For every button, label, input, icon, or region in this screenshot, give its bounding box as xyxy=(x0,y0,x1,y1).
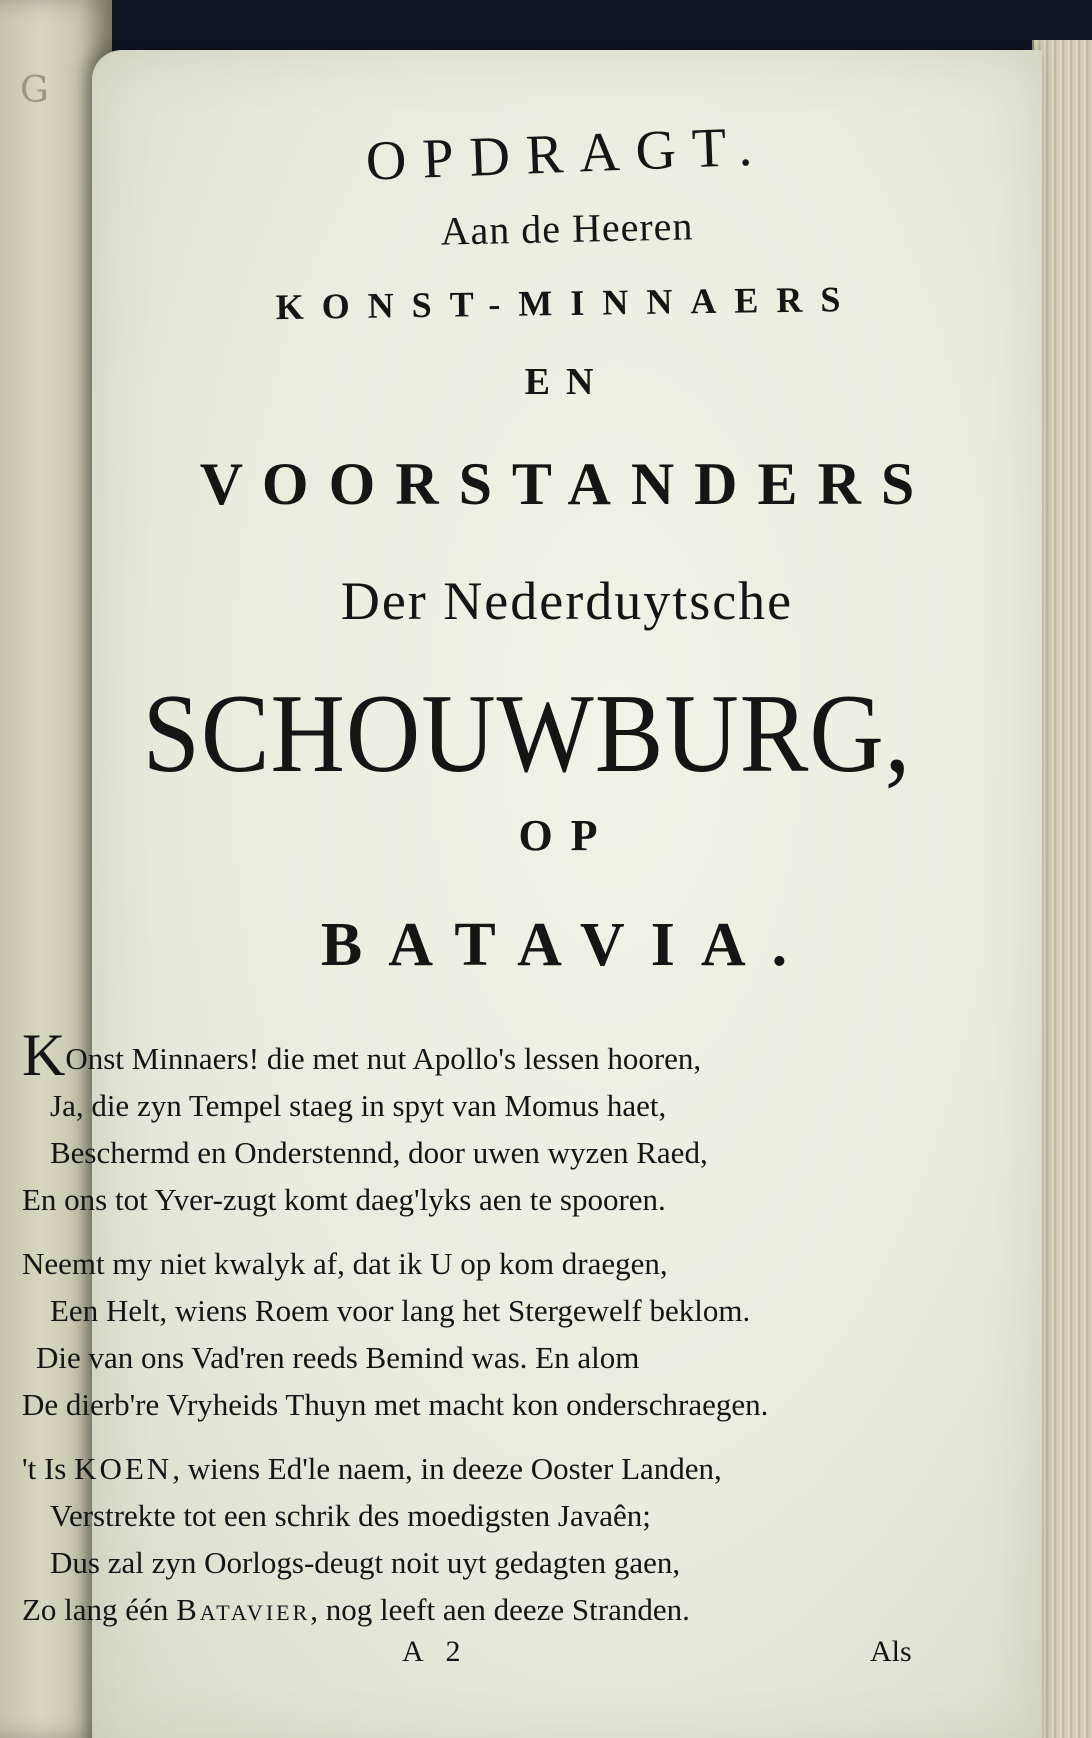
verse-line: Die van ons Vad'ren reeds Bemind was. En alom xyxy=(36,1340,640,1375)
verse-text: , wiens Ed'le naem, in deeze Ooster Landen, xyxy=(172,1451,722,1486)
verse-line: Een Helt, wiens Roem voor lang het Stergewelf beklom. xyxy=(50,1293,751,1328)
name-koen: KOEN xyxy=(74,1451,173,1486)
verse-line: En ons tot Yver-zugt komt daeg'lyks aen te spooren. xyxy=(22,1182,666,1217)
heading-voorstanders: VOORSTANDERS xyxy=(199,451,935,517)
heading-konst-minnaers: KONST-MINNAERS xyxy=(275,278,859,328)
verse-line: Neemt my niet kwalyk af, dat ik U op kom draegen, xyxy=(22,1246,668,1281)
stanza-2 xyxy=(22,1240,982,1428)
heading-schouwburg: SCHOUWBURG, xyxy=(142,672,912,796)
verse-line xyxy=(22,1022,982,1088)
name-batavier: Batavier xyxy=(176,1592,311,1627)
heading-en: EN xyxy=(524,361,610,403)
stanza-3 xyxy=(22,1445,982,1633)
stanza-1 xyxy=(22,1022,982,1223)
heading-batavia: BATAVIA. xyxy=(320,911,814,979)
left-page-letter: G xyxy=(20,70,49,111)
drop-cap: K xyxy=(22,1022,66,1088)
signature-mark: A 2 xyxy=(402,1635,469,1668)
catchword: Als xyxy=(870,1635,912,1668)
book-page xyxy=(22,50,1042,1738)
verse-text: Zo lang één xyxy=(22,1592,177,1627)
dedication-line: Aan de Heeren xyxy=(440,203,694,254)
verse-line xyxy=(22,1586,982,1633)
heading-op: OP xyxy=(518,811,616,860)
verse-line: Dus zal zyn Oorlogs-deugt noit uyt gedagten gaen, xyxy=(50,1545,681,1580)
verse-text: 't Is xyxy=(22,1451,75,1486)
verse-line xyxy=(22,1445,982,1492)
verse-line: Verstrekte tot een schrik des moedigsten Javaên; xyxy=(50,1498,651,1533)
verse-text: , nog leeft aen deeze Stranden. xyxy=(310,1592,690,1627)
heading-der-nederduytsche: Der Nederduytsche xyxy=(340,571,794,631)
verse-line: De dierb're Vryheids Thuyn met macht kon onderschraegen. xyxy=(22,1387,769,1422)
page-title: OPDRAGT. xyxy=(364,115,770,193)
verse-line: Beschermd en Onderstennd, door uwen wyzen Raed, xyxy=(50,1135,708,1170)
verse-line: Ja, die zyn Tempel staeg in spyt van Momus haet, xyxy=(50,1088,667,1123)
verse-text: Onst Minnaers! die met nut Apollo's lessen hooren, xyxy=(65,1041,702,1076)
